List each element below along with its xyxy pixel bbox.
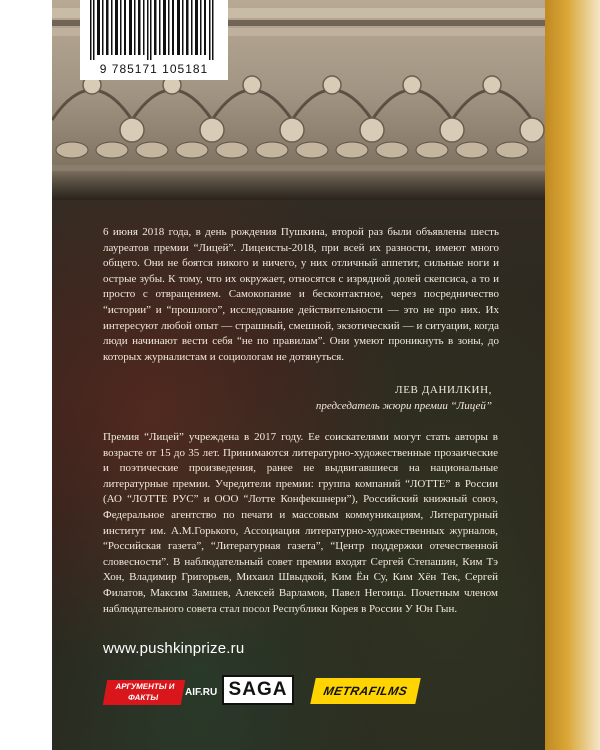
aif-logo [105,678,217,708]
saga-logo: SAGA [222,675,294,705]
metrafilms-logo: METRAFILMS [310,678,421,704]
barcode-bars [88,0,220,62]
signature-name: ЛЕВ ДАНИЛКИН, [395,384,492,396]
aif-logo-sub: AIF.RU [185,687,218,698]
prize-info-paragraph: Премия “Лицей” учреждена в 2017 году. Ее соискателями могут стать авторы в возрасте от 15 до 35 лет. Принимаются литературно-художественные прозаические и поэтические произведения, ранее не выдвигавшиеся на национальные литературные премии. Учредители премии: группа компаний “ЛОТТЕ” в России (АО “ЛОТТЕ РУС” и ООО “Лотте Конфекшнери”), Российский книжный союз, Федеральное агентство по печати и массовым коммуникациям, Литературный институт им. А.М.Горького, Ассоциация литературно-художественных журналов, “Российская газета”, “Литературная газета”, “Центр поддержки отечественной словесности”. В наблюдательный совет премии входят Сергей Степашин, Ким Тэ Хон, Владимир Григорьев, Михаил Швыдкой, Ким Ён Су, Ким Хён Тек, Сергей Филатов, Максим Замшев, Алексей Варламов, Павел Негоица. Почетным членом наблюдательного совета стал посол Республики Корея в России У Юн Гын. [103,431,498,615]
annotation-signature [103,382,492,414]
spine-edge [545,0,600,750]
back-cover [52,0,545,750]
barcode [80,0,228,80]
aif-logo-main: АРГУМЕНТЫ И ФАКТЫ [103,680,185,705]
annotation-paragraph: 6 июня 2018 года, в день рождения Пушкина, второй раз были объявлены шесть лауреатов премии “Лицей”. Лицеисты-2018, при всей их разности, имеют много общего. Они не боятся никого и ничего, у них отличный аппетит, сильные ноги и острые зубы. К тому, что их окружает, относятся с изрядной долей скепсиса, а то и просто с отвращением. Самокопание и бесконтактное, через посредничество “истории” и “прошлого”, исследование действительности — это не про них. Их интересуют любой опыт — страшный, смешной, экзотический — и ситуации, когда люди начинают вести себя “не по правилам”. Они умеют проникнуть в зоны, до которых журналистам и социологам не дотянуться. [103,226,499,363]
isbn-number: 9 785171 105181 [99,62,209,76]
website-url: www.pushkinprize.ru [103,640,245,657]
signature-role: председатель жюри премии “Лицей” [315,400,492,412]
